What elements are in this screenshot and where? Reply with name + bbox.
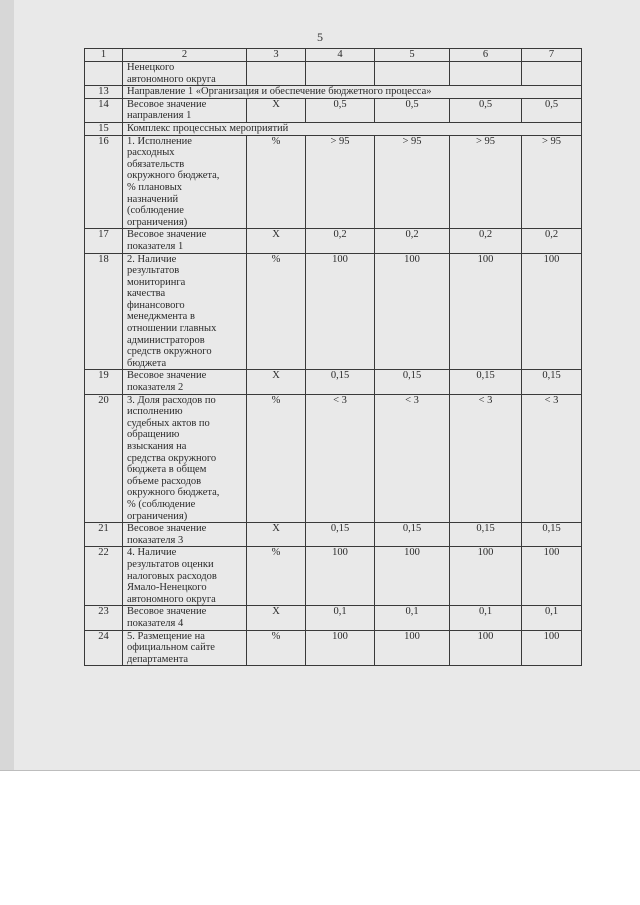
value-cell: < 3 xyxy=(522,394,582,523)
indicator-name: Весовое значение показателя 3 xyxy=(123,523,247,547)
value-cell: 0,1 xyxy=(375,606,450,630)
header-cell: 1 xyxy=(85,49,123,62)
value-cell: 0,15 xyxy=(306,523,375,547)
value-cell: 0,15 xyxy=(522,370,582,394)
unit-cell: % xyxy=(247,135,306,229)
header-cell: 7 xyxy=(522,49,582,62)
indicator-name: Ненецкого автономного округа xyxy=(123,62,247,86)
value-cell: 100 xyxy=(375,547,450,606)
indicator-name: 4. Наличие результатов оценки налоговых расходов Ямало-Ненецкого автономного округа xyxy=(123,547,247,606)
unit-cell: % xyxy=(247,547,306,606)
row-number: 24 xyxy=(85,630,123,666)
table-row xyxy=(85,523,582,547)
value-cell: 0,15 xyxy=(450,370,522,394)
unit-cell xyxy=(247,62,306,86)
indicator-name: Весовое значение показателя 1 xyxy=(123,229,247,253)
indicator-name: Весовое значение показателя 2 xyxy=(123,370,247,394)
table-row xyxy=(85,135,582,229)
page-number: 5 xyxy=(317,30,323,44)
row-number: 20 xyxy=(85,394,123,523)
indicator-name: Весовое значение направления 1 xyxy=(123,98,247,122)
unit-cell: % xyxy=(247,253,306,370)
table-row xyxy=(85,229,582,253)
value-cell: 0,15 xyxy=(522,523,582,547)
row-number: 18 xyxy=(85,253,123,370)
value-cell: 0,1 xyxy=(306,606,375,630)
table-row xyxy=(85,630,582,666)
value-cell: 100 xyxy=(522,547,582,606)
table-row xyxy=(85,547,582,606)
row-number: 22 xyxy=(85,547,123,606)
value-cell: 100 xyxy=(450,630,522,666)
value-cell: 0,15 xyxy=(375,370,450,394)
value-cell xyxy=(522,62,582,86)
section-title: Комплекс процессных мероприятий xyxy=(123,122,582,135)
table-row xyxy=(85,606,582,630)
value-cell: 0,2 xyxy=(306,229,375,253)
indicator-name: 1. Исполнение расходных обязательств окружного бюджета, % плановых назначений (соблюдение ограничения) xyxy=(123,135,247,229)
value-cell: < 3 xyxy=(450,394,522,523)
value-cell: 0,15 xyxy=(306,370,375,394)
header-cell: 6 xyxy=(450,49,522,62)
table-row xyxy=(85,62,582,86)
unit-cell: X xyxy=(247,523,306,547)
indicator-name: 3. Доля расходов по исполнению судебных актов по обращению взыскания на средства окружного бюджета в общем объеме расходов окружного бюджета, % (соблюдение ограничения) xyxy=(123,394,247,523)
table-row xyxy=(85,86,582,99)
value-cell: 100 xyxy=(450,253,522,370)
row-number xyxy=(85,62,123,86)
value-cell: 0,5 xyxy=(450,98,522,122)
indicator-name: 2. Наличие результатов мониторинга качества финансового менеджмента в отношении главных администраторов средств окружного бюджета xyxy=(123,253,247,370)
section-title: Направление 1 «Организация и обеспечение бюджетного процесса» xyxy=(123,86,582,99)
value-cell: > 95 xyxy=(375,135,450,229)
value-cell: 100 xyxy=(306,547,375,606)
table-body xyxy=(85,49,582,666)
value-cell: 0,1 xyxy=(450,606,522,630)
value-cell: 0,5 xyxy=(522,98,582,122)
value-cell: 0,2 xyxy=(522,229,582,253)
unit-cell: X xyxy=(247,229,306,253)
indicator-name: 5. Размещение на официальном сайте департамента xyxy=(123,630,247,666)
header-cell: 5 xyxy=(375,49,450,62)
value-cell: > 95 xyxy=(450,135,522,229)
value-cell: 0,2 xyxy=(375,229,450,253)
value-cell: 100 xyxy=(306,630,375,666)
table-header-row xyxy=(85,49,582,62)
value-cell: > 95 xyxy=(522,135,582,229)
unit-cell: % xyxy=(247,394,306,523)
value-cell: 0,15 xyxy=(375,523,450,547)
row-number: 15 xyxy=(85,122,123,135)
unit-cell: X xyxy=(247,606,306,630)
unit-cell: % xyxy=(247,630,306,666)
header-cell: 3 xyxy=(247,49,306,62)
table-row xyxy=(85,253,582,370)
value-cell: 100 xyxy=(522,253,582,370)
header-cell: 4 xyxy=(306,49,375,62)
header-cell: 2 xyxy=(123,49,247,62)
row-number: 19 xyxy=(85,370,123,394)
value-cell: 0,15 xyxy=(450,523,522,547)
value-cell: > 95 xyxy=(306,135,375,229)
indicator-name: Весовое значение показателя 4 xyxy=(123,606,247,630)
indicators-table xyxy=(84,48,582,666)
table-row xyxy=(85,122,582,135)
value-cell: 100 xyxy=(450,547,522,606)
row-number: 14 xyxy=(85,98,123,122)
unit-cell: X xyxy=(247,98,306,122)
row-number: 13 xyxy=(85,86,123,99)
unit-cell: X xyxy=(247,370,306,394)
value-cell: < 3 xyxy=(306,394,375,523)
value-cell: 100 xyxy=(306,253,375,370)
value-cell: 0,5 xyxy=(306,98,375,122)
row-number: 23 xyxy=(85,606,123,630)
value-cell xyxy=(450,62,522,86)
value-cell xyxy=(306,62,375,86)
value-cell: 100 xyxy=(522,630,582,666)
value-cell: < 3 xyxy=(375,394,450,523)
table-row xyxy=(85,370,582,394)
value-cell: 0,1 xyxy=(522,606,582,630)
value-cell: 0,2 xyxy=(450,229,522,253)
row-number: 16 xyxy=(85,135,123,229)
row-number: 17 xyxy=(85,229,123,253)
value-cell: 0,5 xyxy=(375,98,450,122)
row-number: 21 xyxy=(85,523,123,547)
table-row xyxy=(85,394,582,523)
value-cell: 100 xyxy=(375,630,450,666)
table-row xyxy=(85,98,582,122)
value-cell: 100 xyxy=(375,253,450,370)
value-cell xyxy=(375,62,450,86)
